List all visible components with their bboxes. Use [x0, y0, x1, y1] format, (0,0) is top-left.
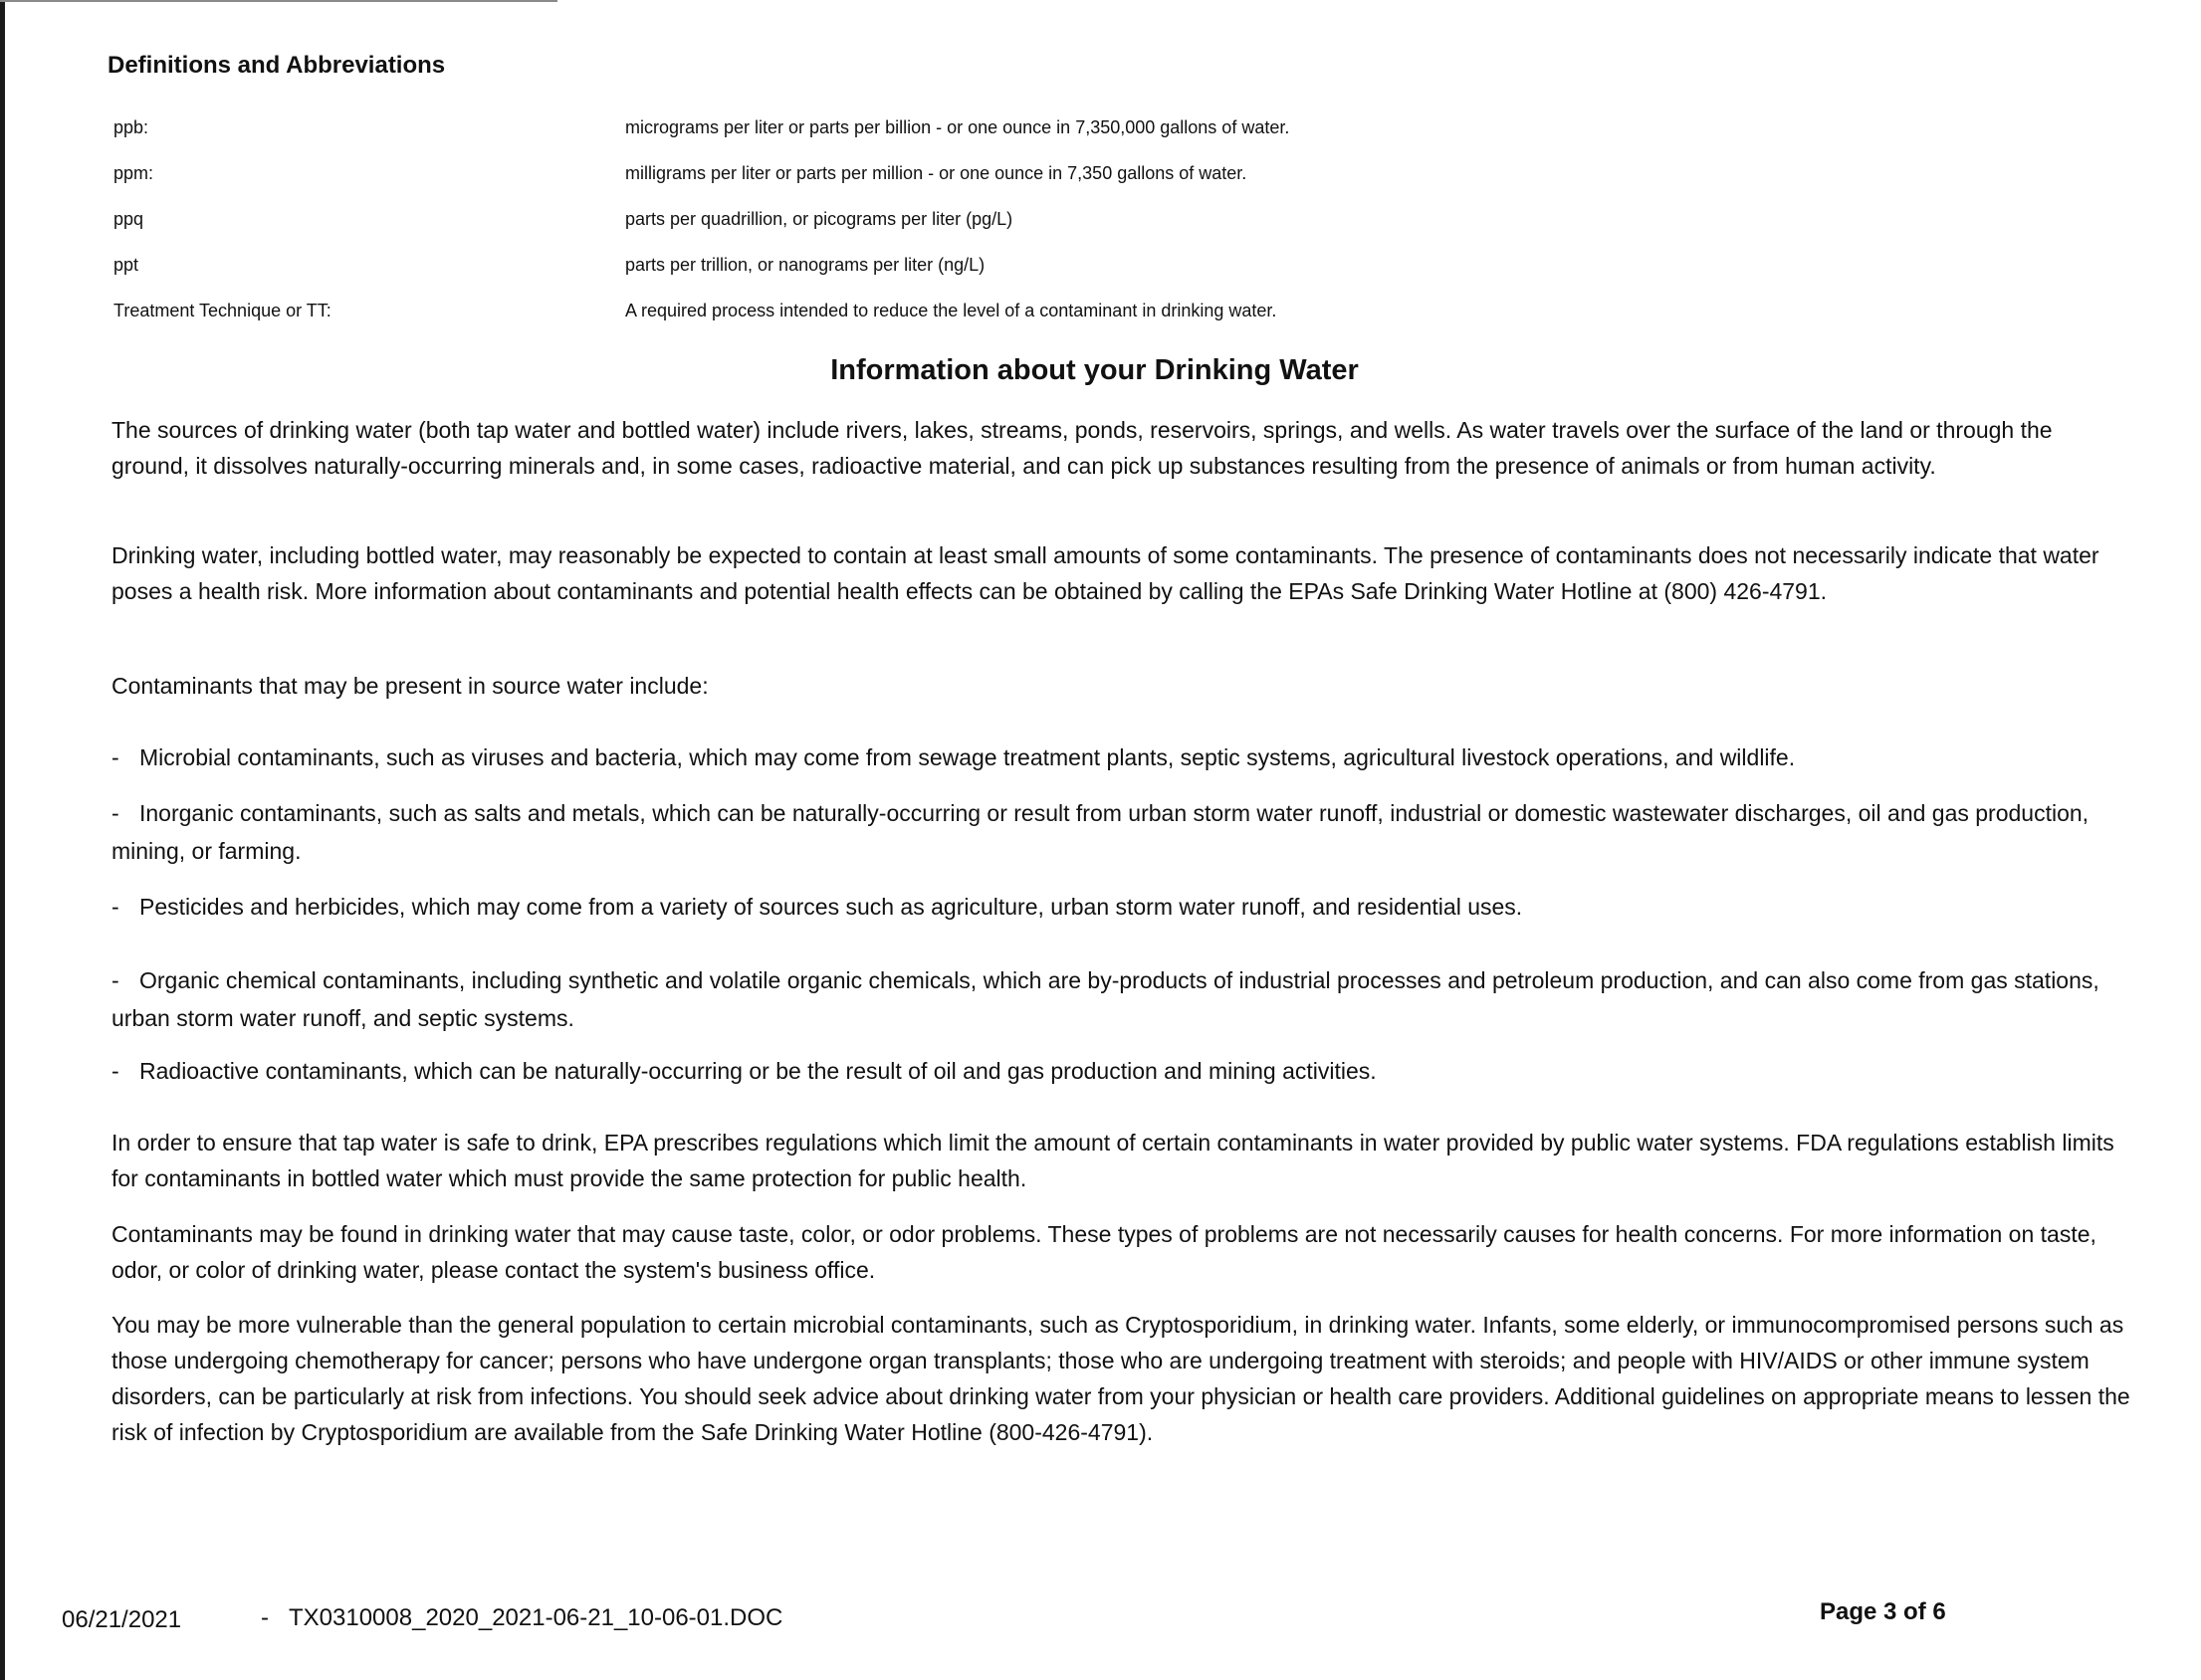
bullet-dash: -: [111, 744, 119, 770]
list-item-text: Pesticides and herbicides, which may come from a variety of sources such as agriculture, urban storm water runoff, and residential uses.: [139, 894, 1523, 920]
list-item: [111, 738, 2132, 776]
definition-description: parts per trillion, or nanograms per liter (ng/L): [625, 255, 986, 275]
definition-term: ppm:: [113, 163, 154, 183]
footer-date: 06/21/2021: [62, 1606, 182, 1633]
bullet-dash: -: [111, 1058, 119, 1084]
list-intro: Contaminants that may be present in source water include:: [111, 673, 709, 699]
bullet-dash: -: [111, 894, 119, 920]
footer-filename: [261, 1604, 782, 1632]
definition-term: Treatment Technique or TT:: [113, 301, 331, 320]
list-item: [111, 794, 2132, 870]
definition-description: parts per quadrillion, or picograms per liter (pg/L): [625, 209, 1013, 229]
definition-row: [0, 209, 2201, 239]
list-item-text: Organic chemical contaminants, including synthetic and volatile organic chemicals, which are by-products of industrial processes and petroleum production, and can also come from gas stations, urban storm water runoff, and septic systems.: [111, 967, 2099, 1031]
definition-term: ppq: [113, 209, 144, 229]
definition-description: micrograms per liter or parts per billion - or one ounce in 7,350,000 gallons of water.: [625, 117, 1290, 137]
list-item: [111, 1052, 2132, 1090]
bullet-dash: -: [111, 967, 119, 993]
bullet-dash: -: [111, 800, 119, 826]
page-number: Page 3 of 6: [1820, 1598, 1946, 1625]
list-item-text: Inorganic contaminants, such as salts and metals, which can be naturally-occurring or result from urban storm water runoff, industrial or domestic wastewater discharges, oil and gas production, mining, or farming.: [111, 800, 2090, 864]
section-title-text: Information about your Drinking Water: [830, 354, 1359, 386]
list-item-text: Microbial contaminants, such as viruses and bacteria, which may come from sewage treatment plants, septic systems, agricultural livestock operations, and wildlife.: [139, 744, 1796, 770]
paragraph-vulnerable: You may be more vulnerable than the general population to certain microbial contaminants, such as Cryptosporidium, in drinking water. Infants, some elderly, or immunocompromised persons such as those undergoing chemotherapy for cancer; persons who have undergone organ transplants; those who are undergoing treatment with steroids; and people with HIV/AIDS or other immune system disorders, can be particularly at risk from infections. You should seek advice about drinking water from your physician or health care providers. Additional guidelines on appropriate means to lessen the risk of infection by Cryptosporidium are available from the Safe Drinking Water Hotline (800-426-4791).: [111, 1312, 2130, 1445]
list-item-text: Radioactive contaminants, which can be naturally-occurring or be the result of oil and gas production and mining activities.: [139, 1058, 1377, 1084]
definition-row: [0, 255, 2201, 285]
definition-row: [0, 301, 2201, 330]
definition-description: milligrams per liter or parts per million - or one ounce in 7,350 gallons of water.: [625, 163, 1247, 183]
paragraph-contaminants: Drinking water, including bottled water, may reasonably be expected to contain at least small amounts of some contaminants. The presence of contaminants does not necessarily indicate that water poses a health risk. More information about contaminants and potential health effects can be obtained by calling the EPAs Safe Drinking Water Hotline at (800) 426-4791.: [111, 542, 2099, 604]
definition-row: [0, 163, 2201, 193]
definition-term: ppt: [113, 255, 139, 275]
definition-row: [0, 117, 2201, 147]
list-item: [111, 961, 2132, 1037]
paragraph-sources: The sources of drinking water (both tap water and bottled water) include rivers, lakes, streams, ponds, reservoirs, springs, and wells. As water travels over the surface of the land or through the ground, it dissolves naturally-occurring minerals and, in some cases, radioactive material, and can pick up substances resulting from the presence of animals or from human activity.: [111, 417, 2053, 479]
footer-dash: -: [261, 1604, 269, 1631]
definitions-title: Definitions and Abbreviations: [108, 52, 446, 79]
paragraph-epa: In order to ensure that tap water is safe to drink, EPA prescribes regulations which limit the amount of certain contaminants in water provided by public water systems. FDA regulations establish limits for contaminants in bottled water which must provide the same protection for public health.: [111, 1130, 2114, 1191]
definition-description: A required process intended to reduce the level of a contaminant in drinking water.: [625, 301, 1277, 320]
section-title: [0, 354, 2201, 387]
paragraph-taste: Contaminants may be found in drinking water that may cause taste, color, or odor problems. These types of problems are not necessarily causes for health concerns. For more information on taste, odor, or color of drinking water, please contact the system's business office.: [111, 1221, 2096, 1283]
list-item: [111, 888, 2132, 926]
footer-filename-text: TX0310008_2020_2021-06-21_10-06-01.DOC: [289, 1604, 783, 1631]
definition-term: ppb:: [113, 117, 149, 137]
